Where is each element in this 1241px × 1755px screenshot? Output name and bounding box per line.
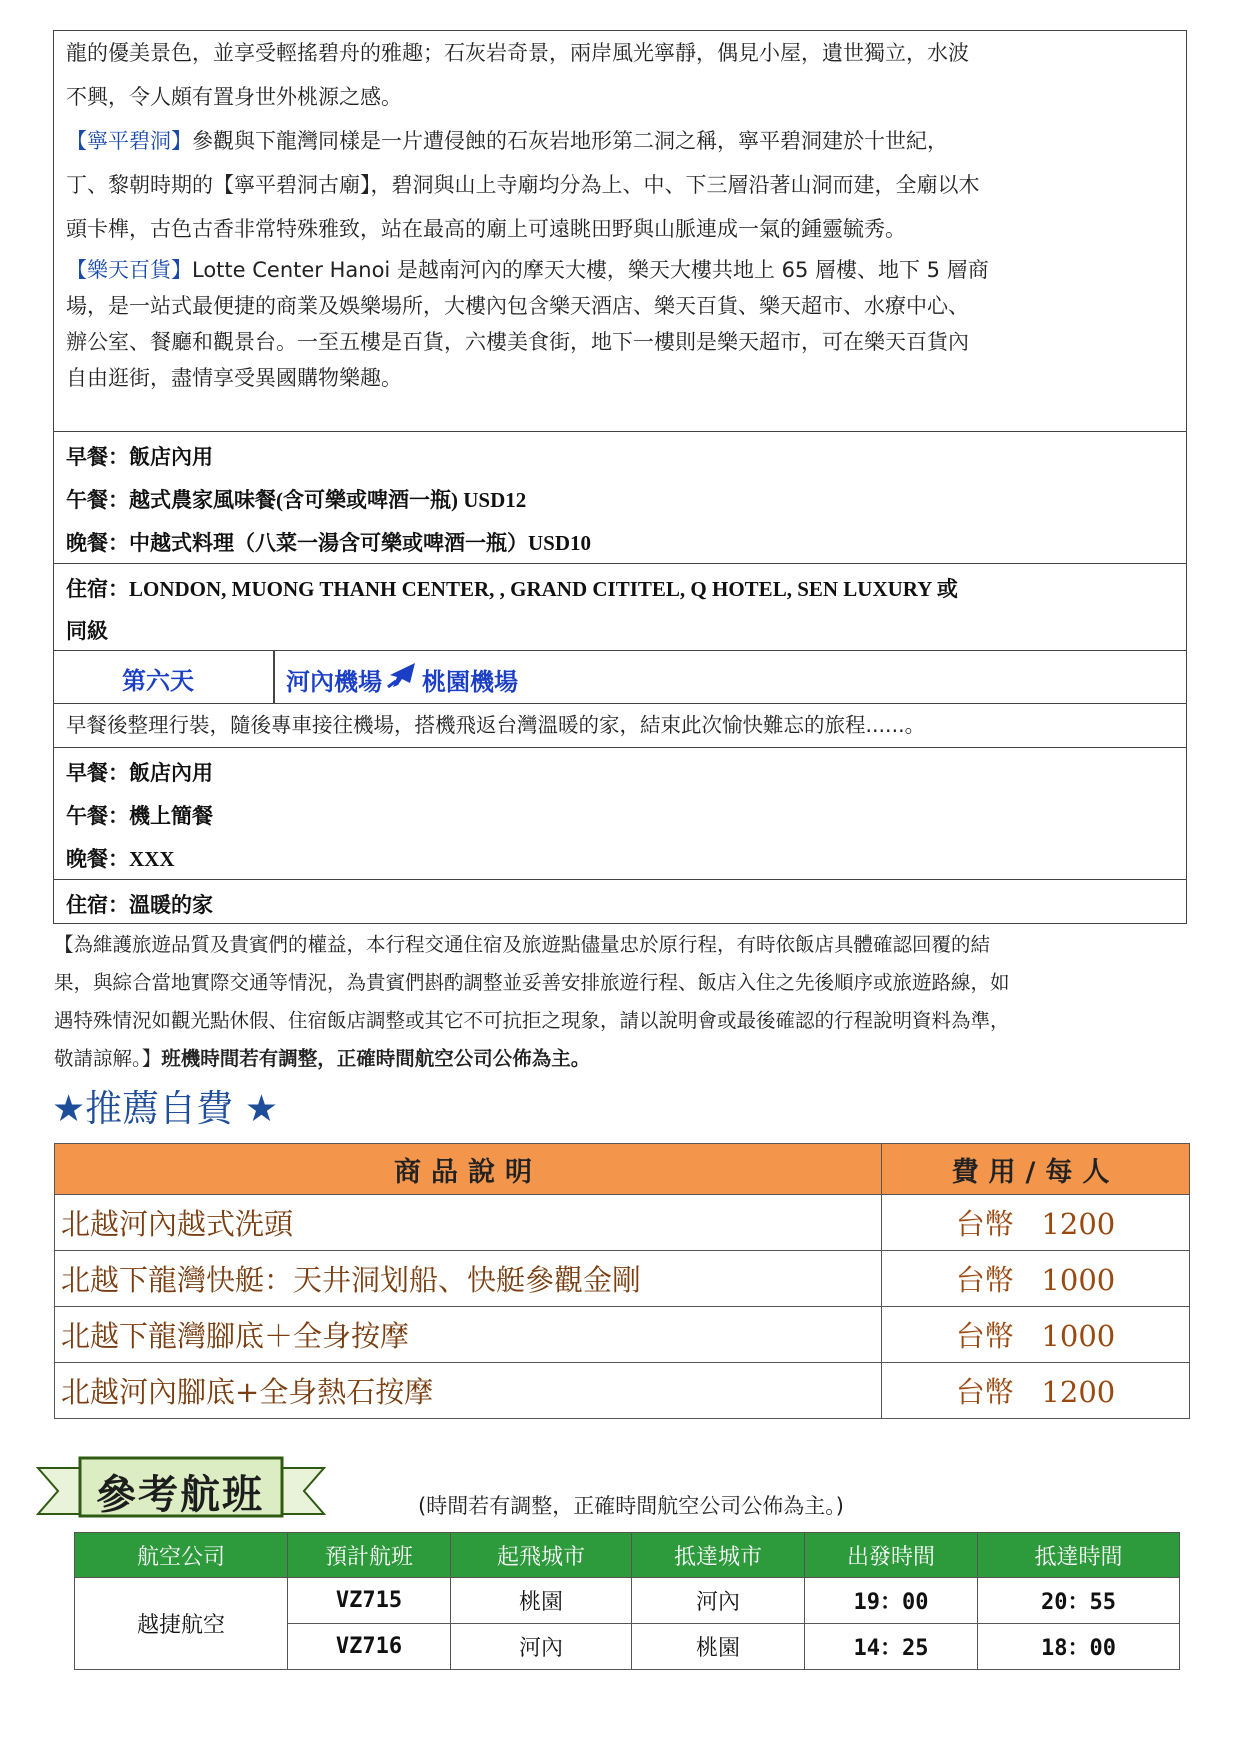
price-cell	[882, 1251, 1190, 1307]
flight-banner-label: 參考航班	[96, 1471, 264, 1518]
flight-note: (時間若有調整，正確時間航空公司公佈為主。)	[418, 1494, 844, 1518]
column-header: 起飛城市	[451, 1533, 632, 1578]
column-header: 抵達城市	[632, 1533, 805, 1578]
flight-number: VZ716	[288, 1624, 451, 1670]
column-header: 出發時間	[805, 1533, 978, 1578]
text-line: 場，是一站式最便捷的商業及娛樂場所，大樓內包含樂天酒店、樂天百貨、樂天超市、水療中心、	[66, 294, 969, 318]
notice-line: 遇特殊情況如觀光點休假、住宿飯店調整或其它不可抗拒之現象，請以說明會或最後確認的行程說明資料為準，	[54, 1009, 1010, 1032]
route-to: 桃園機場	[422, 667, 518, 696]
day6-header-box	[53, 650, 1187, 704]
currency: 台幣	[955, 1375, 1014, 1409]
table-row	[55, 1251, 1190, 1307]
currency: 台幣	[955, 1263, 1014, 1297]
table-header-row	[75, 1533, 1180, 1578]
notice-line: 【為維護旅遊品質及貴賓們的權益，本行程交通住宿及旅遊點儘量忠於原行程，有時依飯店具體確認回覆的結	[54, 933, 991, 956]
table-row	[55, 1307, 1190, 1363]
day6-description: 早餐後整理行裝，隨後專車接往機場，搭機飛返台灣溫暖的家，結束此次愉快難忘的旅程......。	[66, 713, 926, 737]
text-line: Lotte Center Hanoi 是越南河內的摩天大樓，樂天大樓共地上 65 層樓、地下 5 層商	[192, 258, 989, 282]
item-cell: 北越下龍灣快艇：天井洞划船、快艇參觀金剛	[55, 1251, 882, 1307]
day5-hotel: 住宿：LONDON, MUONG THANH CENTER, , GRAND CITITEL, Q HOTEL, SEN LUXURY 或	[66, 577, 958, 601]
departure-time: 19：00	[805, 1578, 978, 1624]
flight-number: VZ715	[288, 1578, 451, 1624]
arrival-city: 桃園	[632, 1624, 805, 1670]
text-line: 辦公室、餐廳和觀景台。一至五樓是百貨，六樓美食街，地下一樓則是樂天超市，可在樂天百貨內	[66, 330, 969, 354]
item-cell: 北越河內腳底+全身熱石按摩	[55, 1363, 882, 1419]
departure-city: 桃園	[451, 1578, 632, 1624]
column-header: 預計航班	[288, 1533, 451, 1578]
day5-paragraph-1	[66, 34, 1176, 116]
optional-tours-table	[54, 1143, 1190, 1419]
price-cell	[882, 1363, 1190, 1419]
notice-line: 敬請諒解。】	[54, 1047, 162, 1070]
day5-hotel-cont: 同級	[66, 619, 108, 643]
day5-breakfast: 早餐：飯店內用	[66, 445, 213, 469]
notice-bold: 班機時間若有調整，正確時間航空公司公佈為主。	[161, 1047, 591, 1070]
text-line: 不興，令人頗有置身世外桃源之感。	[66, 85, 402, 109]
table-header-row	[55, 1144, 1190, 1195]
arrival-time: 18：00	[978, 1624, 1180, 1670]
departure-city: 河內	[451, 1624, 632, 1670]
airline-cell: 越捷航空	[75, 1578, 288, 1670]
optional-tours-title: ★推薦自費 ★	[52, 1087, 279, 1130]
table-row	[55, 1363, 1190, 1419]
lotte-paragraph	[66, 252, 1176, 396]
text-line: 參觀與下龍灣同樣是一片遭侵蝕的石灰岩地形第二洞之稱，寧平碧洞建於十世紀，	[192, 129, 948, 153]
day6-meals-box	[53, 747, 1187, 880]
item-cell: 北越下龍灣腳底＋全身按摩	[55, 1307, 882, 1363]
day6-dinner: 晚餐：XXX	[66, 847, 175, 871]
flight-banner	[36, 1456, 326, 1524]
itinerary-notice	[54, 926, 1194, 1078]
day5-lunch: 午餐：越式農家風味餐(含可樂或啤酒一瓶) USD12	[66, 488, 527, 512]
day6-hotel-box	[53, 879, 1187, 924]
table-row	[55, 1195, 1190, 1251]
day6-hotel: 住宿：溫暖的家	[66, 893, 213, 917]
text-line: 頭卡榫，古色古香非常特殊雅致，站在最高的廟上可遠眺田野與山脈連成一氣的鍾靈毓秀。	[66, 217, 906, 241]
price-cell	[882, 1195, 1190, 1251]
price: 1200	[1041, 1207, 1116, 1241]
departure-time: 14：25	[805, 1624, 978, 1670]
item-cell: 北越河內越式洗頭	[55, 1195, 882, 1251]
lotte-tag: 【樂天百貨】	[66, 258, 192, 282]
ningping-paragraph	[66, 122, 1176, 248]
ningping-tag: 【寧平碧洞】	[66, 129, 192, 153]
arrival-city: 河內	[632, 1578, 805, 1624]
day5-dinner: 晚餐：中越式料理（八菜一湯含可樂或啤酒一瓶）USD10	[66, 531, 592, 555]
day6-route	[286, 661, 518, 697]
route-from: 河內機場	[286, 667, 382, 696]
text-line: 自由逛街，盡情享受異國購物樂趣。	[66, 366, 402, 390]
flight-table	[74, 1532, 1180, 1670]
day6-breakfast: 早餐：飯店內用	[66, 761, 213, 785]
day6-lunch: 午餐：機上簡餐	[66, 804, 213, 828]
column-divider	[273, 651, 275, 703]
column-header-item: 商品說明	[55, 1144, 882, 1195]
price: 1000	[1041, 1319, 1116, 1353]
currency: 台幣	[955, 1207, 1014, 1241]
column-header-price: 費用/每人	[882, 1144, 1190, 1195]
text-line: 丁、黎朝時期的【寧平碧洞古廟】，碧洞與山上寺廟均分為上、中、下三層沿著山洞而建，全廟以木	[66, 173, 980, 197]
price-cell	[882, 1307, 1190, 1363]
airplane-icon	[386, 661, 418, 697]
text-line: 龍的優美景色，並享受輕搖碧舟的雅趣；石灰岩奇景，兩岸風光寧靜，偶見小屋，遺世獨立，水波	[66, 41, 969, 65]
price: 1200	[1041, 1375, 1116, 1409]
currency: 台幣	[955, 1319, 1014, 1353]
notice-line: 果，與綜合當地實際交通等情況，為貴賓們斟酌調整並妥善安排旅遊行程、飯店入住之先後順序或旅遊路線，如	[54, 971, 1010, 994]
column-header: 航空公司	[75, 1533, 288, 1578]
column-header: 抵達時間	[978, 1533, 1180, 1578]
arrival-time: 20：55	[978, 1578, 1180, 1624]
table-row	[75, 1578, 1180, 1624]
day6-label: 第六天	[122, 667, 194, 695]
price: 1000	[1041, 1263, 1116, 1297]
